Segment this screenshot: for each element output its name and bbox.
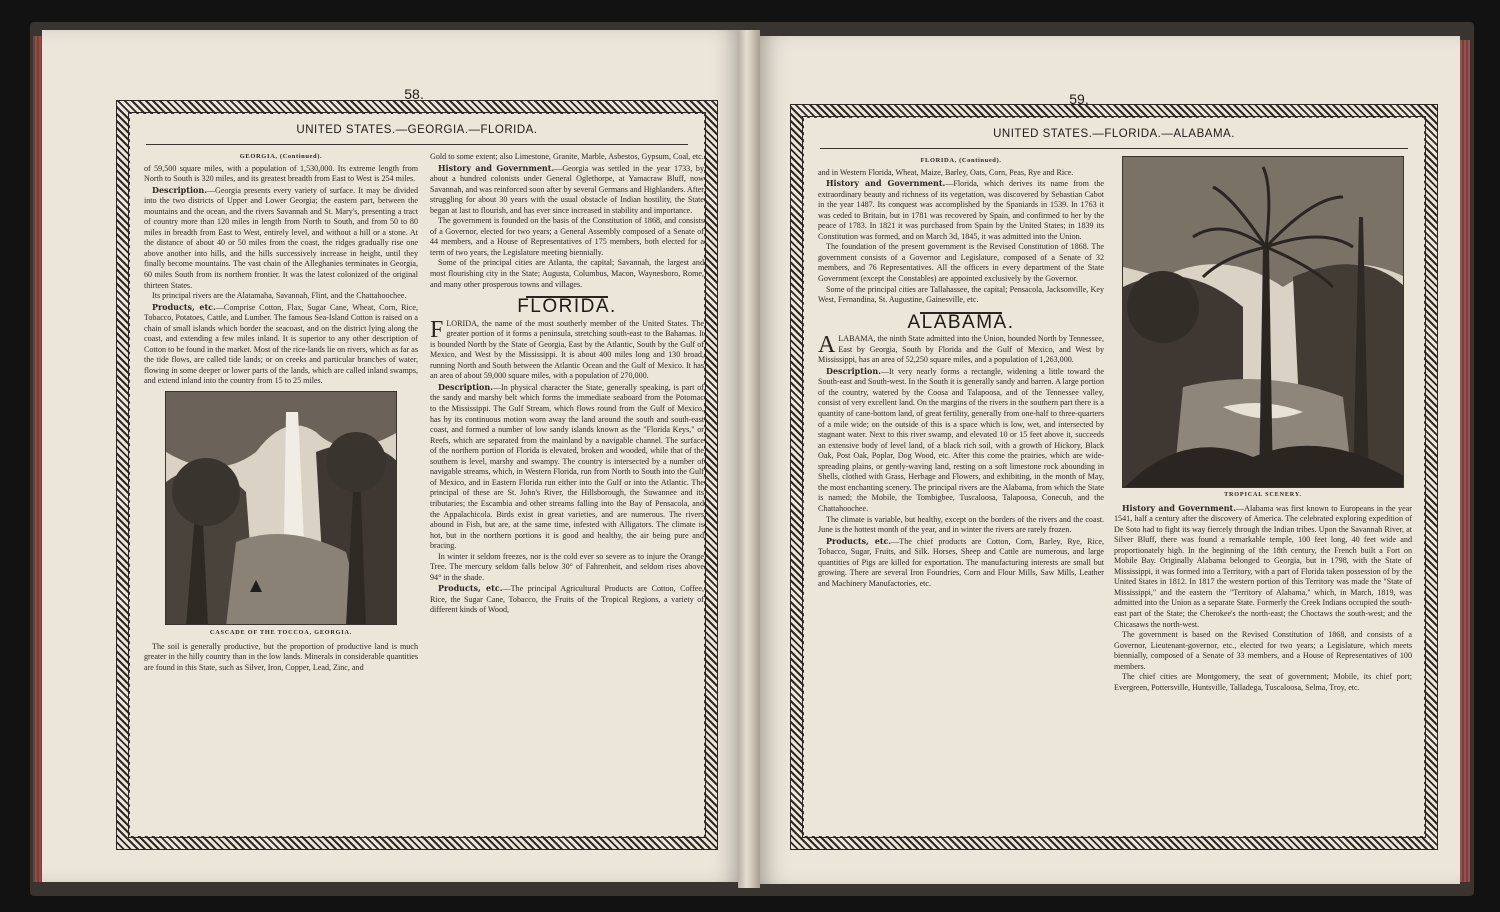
paragraph: Some of the principal cities are Tallahassee, the capital; Pensacola, Jacksonville, Key West, Fernandina, St. Augustine, Gainesville, etc. (818, 284, 1104, 305)
paragraph (144, 302, 418, 387)
paragraph-text: —It very nearly forms a rectangle, widening a little toward the South-east and South-west. In the South it is generally sandy and barren. A large portion of the country, watered by the Coosa and Talapoosa, and of the Tennessee valley, consist of very excellent land. On the margins of the rivers in the southern part there is a quantity of cane-bottom land, of great fertility, generally from one-half to three-quarters of a mile wide; on the outside of this is a space which is low, wet, and intersected by stagnant water. Next to this river swamp, and elevated 10 or 15 feet above it, succeeds an extensive body of level land, of a black rich soil, with a growth of Hickory, Black Oak, Post Oak, Poplar, Dog Wood, etc. After this come the prairies, which are wide-spreading plains, or gently-waving land, resting on a soft limestone rock abounding in Shells, clothed with Grass, Herbage and Flowers, and exhibiting, in the month of May, the most enchanting scenery. The principal rivers are the Alabama, from which the State is named; the Mobile, the Tombigbee, Tuscaloosa, Talapoosa, Conecuh, and the Chattahoochee. (818, 366, 1104, 513)
right-page (758, 36, 1460, 884)
paragraph: The government is based on the Revised Constitution of 1868, and consists of a Governor, Lieutenant-governor, etc., elected for two years; a Legislature, which meets biennially, composed of a Senate of 33 members, and a House of Representatives of 100 members. (1114, 630, 1412, 671)
paragraph-text: LORIDA, the name of the most southerly member of the United States. The greater portion of it forms a peninsula, stretching south-east to the Bahamas. It is bounded North by the State of Georgia, East by the Atlantic, South by the Gulf of Mexico, and West by the Mississippi. It is about 400 miles long and 130 broad, running North and South between the Atlantic Ocean and the Gulf of Mexico. It has an area of about 59,000 square miles, with a population of 270,000. (430, 318, 704, 381)
paragraph-text: —The principal Agricultural Products are Cotton, Coffee, Rice, the Sugar Cane, Tobacco, the Fruits of the Tropical Regions, a variety of different kinds of Wood, (430, 584, 704, 615)
section-title: ALABAMA. (907, 311, 1015, 333)
run-in-heading: History and Government. (438, 162, 555, 173)
paragraph: and in Western Florida, Wheat, Maize, Barley, Oats, Corn, Peas, Rye and Rice. (818, 167, 1074, 177)
run-in-heading: History and Government. (826, 178, 946, 189)
page-number: 58. (404, 86, 424, 102)
paragraph (818, 334, 1104, 366)
paragraph (818, 178, 1104, 242)
ornamental-border (116, 100, 718, 850)
run-in-heading: Description. (826, 365, 881, 376)
image-caption: TROPICAL SCENERY. (1224, 491, 1302, 498)
paragraph: In winter it seldom freezes, nor is the cold ever so severe as to injure the Orange Tree. The mercury seldom falls below 30° of Fahrenheit, and seldom rises above 94° in the shade. (430, 551, 704, 582)
engraving-tropical-scenery (1122, 156, 1404, 488)
run-in-heading: Products, etc. (826, 535, 892, 546)
cascade-illustration (166, 392, 397, 625)
tropical-illustration (1123, 157, 1404, 488)
paragraph: Its principal rivers are the Alatamaha, Savannah, Flint, and the Chattahoochee. (152, 291, 407, 301)
paragraph-text: —Georgia was settled in the year 1733, by about a hundred colonists under General Oglethorpe, at Yamacraw Bluff, now Savannah, and was reinforced soon after by several Germans and Highlanders. After struggling for about 30 years with the usual obstacle of Indian hostility, the State began at last to flourish, and has ever since increased in stability and importance. (430, 163, 704, 215)
run-in-heading: History and Government. (1122, 502, 1237, 513)
paragraph-text: LABAMA, the ninth State admitted into the Union, bounded North by Tennessee, East by Georgia, South by Florida and the Gulf of Mexico, and West by Mississippi, has an area of 52,250 square miles, and a population of 1,263,000. (818, 334, 1104, 365)
continued-heading: FLORIDA, (Continued). (920, 157, 1002, 164)
head-rule (146, 144, 688, 145)
book-gutter (738, 30, 760, 888)
continued-heading: GEORGIA, (Continued). (239, 153, 323, 160)
drop-cap: A (818, 332, 836, 359)
paragraph: of 59,500 square miles, with a population of 1,530,000. Its extreme length from North to South is 320 miles, and its greatest breadth from East to West is 254 miles. (144, 163, 418, 184)
paragraph (430, 583, 704, 616)
text-column-left (144, 152, 418, 810)
run-in-heading: Products, etc. (152, 301, 216, 312)
running-head: UNITED STATES.—FLORIDA.—ALABAMA. (993, 128, 1235, 140)
head-rule (820, 148, 1408, 149)
paragraph: The soil is generally productive, but the proportion of productive land is much greater in the hilly country than in the low lands. Minerals in considerable quantities are found in this State, such as Silver, Iron, Copper, Lead, Zinc, and (144, 641, 418, 672)
run-in-heading: Description. (438, 381, 493, 392)
drop-cap: F (430, 316, 444, 343)
section-title: FLORIDA. (517, 296, 617, 318)
text-column-right (430, 152, 704, 810)
run-in-heading: Description. (152, 184, 207, 195)
paragraph: The climate is variable, but healthy, except on the borders of the rivers and the coast. June is the hottest month of the year, and in winter the rivers are rarely frozen. (818, 514, 1104, 535)
text-column-left (818, 156, 1104, 810)
paragraph-text: —The chief products are Cotton, Corn, Barley, Rye, Rice, Tobacco, Sugar, Fruits, and Silk. Horses, Sheep and Cattle are numerous, and large quantities of Pigs are killed for exportation. The manufacturing interests are small but growing. There are several Iron Foundries, Corn and Flour Mills, Saw Mills, Leather and Machinery Manufactories, etc. (818, 536, 1104, 588)
paragraph (1114, 503, 1412, 631)
page-number: 59. (1069, 91, 1089, 107)
paragraph (430, 316, 704, 382)
running-head: UNITED STATES.—GEORGIA.—FLORIDA. (296, 124, 538, 136)
paragraph: The foundation of the present government is the Revised Constitution of 1868. The government consists of a Governor and Legislature, composed of a Senate of 32 members, and 76 Representatives. All the officers in every department of the State Government (except the Constables) are appointed exclusively by the Governor. (818, 242, 1104, 284)
paragraph (430, 382, 704, 552)
paragraph-text: —Alabama was first known to Europeans in the year 1541, half a century after the discovery of America. The celebrated exploring expedition of De Soto had to fight its way fiercely through the Indian tribes. Upon the Savannah River, at Silver Bluff, there was found a remarkable temple, 100 feet long, 40 feet wide and proportionately high. In the beginning of the 18th century, the French built a Fort on Mobile Bay. Originally Alabama belonged to Georgia, but in 1798, with the State of Mississippi, it was formed into a Territory, with a part of Florida taken possession of by the United States in 1812. In 1817 the western portion of this Territory was made the "State of Mississippi," and the eastern the "Territory of Alabama," which, in March, 1819, was admitted into the Union as a separate State. Formerly the Creek Indians occupied the south-east part of the State; the Cherokee's the north-east; the Choctaws the south-west; and the Chicasaws the north-west. (1114, 503, 1412, 629)
paragraph (818, 366, 1104, 515)
paragraph (818, 536, 1104, 590)
paragraph-text: —Comprise Cotton, Flax, Sugar Cane, Wheat, Corn, Rice, Tobacco, Potatoes, Cattle, and Lumber. The famous Sea-Island Cotton is raised on a chain of small islands which border the seacoast, and on the district lying along the coast, and extending a few miles inland. It is superior to any other description of Cotton to be found in the market. Most of the rice-lands lie on rivers, which as far as the tide flows, are called tide lands; or on creeks and particular branches of water, flowing in some deeper or lower parts of the lands, which are called inland swamps, and extend inland into the country from 15 to 25 miles. (144, 302, 418, 386)
paragraph-text: —Florida, which derives its name from the extraordinary beauty and richness of its vegetation, was discovered by Sebastian Cabot in the year 1487. Its conquest was accomplished by the Spaniards in 1539. In 1763 it was ceded to Britain, but in 1781 was recovered by Spain, and confirmed to her by the peace of 1783. In 1821 it was purchased from Spain by the United States; in 1839 its Constitution was formed, and on March 3d, 1845, it was admitted into the Union. (818, 179, 1104, 241)
paragraph: The chief cities are Montgomery, the seat of government; Mobile, its chief port; Evergreen, Pottersville, Huntsville, Talladega, Tuscaloosa, Selma, Troy, etc. (1114, 672, 1412, 692)
run-in-heading: Products, etc. (438, 583, 503, 594)
paragraph-text: —Georgia presents every variety of surface. It may be divided into the two districts of Upper and Lower Georgia; the eastern part, between the mountains and the ocean, and the rivers Savannah and St. Mary's, presenting a tract of country more than 120 miles in length from North to South, and from 50 to 80 miles in breadth from East to West, entirely level, and without a hill or a stone. At the distance of about 40 or 50 miles from the coast, the ridges gradually rise one above another into hills, and the hills successively increase in height, until they finally become mountains. The vast chain of the Alleghanies terminates in Georgia, 60 miles South from its northern frontier. It was the latest colonized of the original thirteen States. (144, 185, 418, 290)
ornamental-border (790, 104, 1438, 850)
image-caption: CASCADE OF THE TOCCOA, GEORGIA. (209, 629, 353, 637)
paragraph: Some of the principal cities are Atlanta, the capital; Savannah, the largest and most flourishing city in the State; Augusta, Columbus, Macon, Waynesboro, Rome, and many other prosperous towns and villages. (430, 258, 704, 289)
paragraph (430, 163, 704, 217)
engraving-cascade (165, 391, 397, 625)
text-column-right (1114, 156, 1412, 810)
paragraph (144, 185, 418, 291)
paragraph-text: —In physical character the State, generally speaking, is part of the sandy and marshy belt which forms the immediate seaboard from the Potomac to the Mississippi. The Gulf Stream, which flows round from the Gulf of Mexico, has by its continuous motion worn away the land around the south and south-east coast, and formed a number of low sandy islands known as the "Florida Keys," or Reefs, which are separated from the mainland by a navigable channel. The surface of the northern portion of Florida is elevated, broken and wooded, while that of the southern is level, marshy and swampy. The country is intersected by a number of navigable streams, which, in Western Florida, run from North to South into the Gulf of Mexico, and in Eastern Florida run either into the Gulf or into the Atlantic. The principal of these are St. John's River, the Hillsborough, the Suwannee and its tributaries; the Escambia and other streams falling into the Bay of Pensacola, and the Appalachicola. Birds exist in great varieties, and are numerous. The rivers abound in Fish, but are, at the same time, infested with Alligators. The climate is hot, but in the northern portions it is good and healthy, the air being pure and bracing. (430, 382, 704, 551)
paragraph: The government is founded on the basis of the Constitution of 1868, and consists of a Governor, elected for two years; a General Assembly composed of a Senate of 44 members, and a House of Representatives of 175 members, both elected for a term of two years, the Legislature meeting biennially. (430, 216, 704, 257)
paragraph: Gold to some extent; also Limestone, Granite, Marble, Asbestos, Gypsum, Coal, etc. (430, 152, 704, 161)
left-page (42, 30, 742, 882)
